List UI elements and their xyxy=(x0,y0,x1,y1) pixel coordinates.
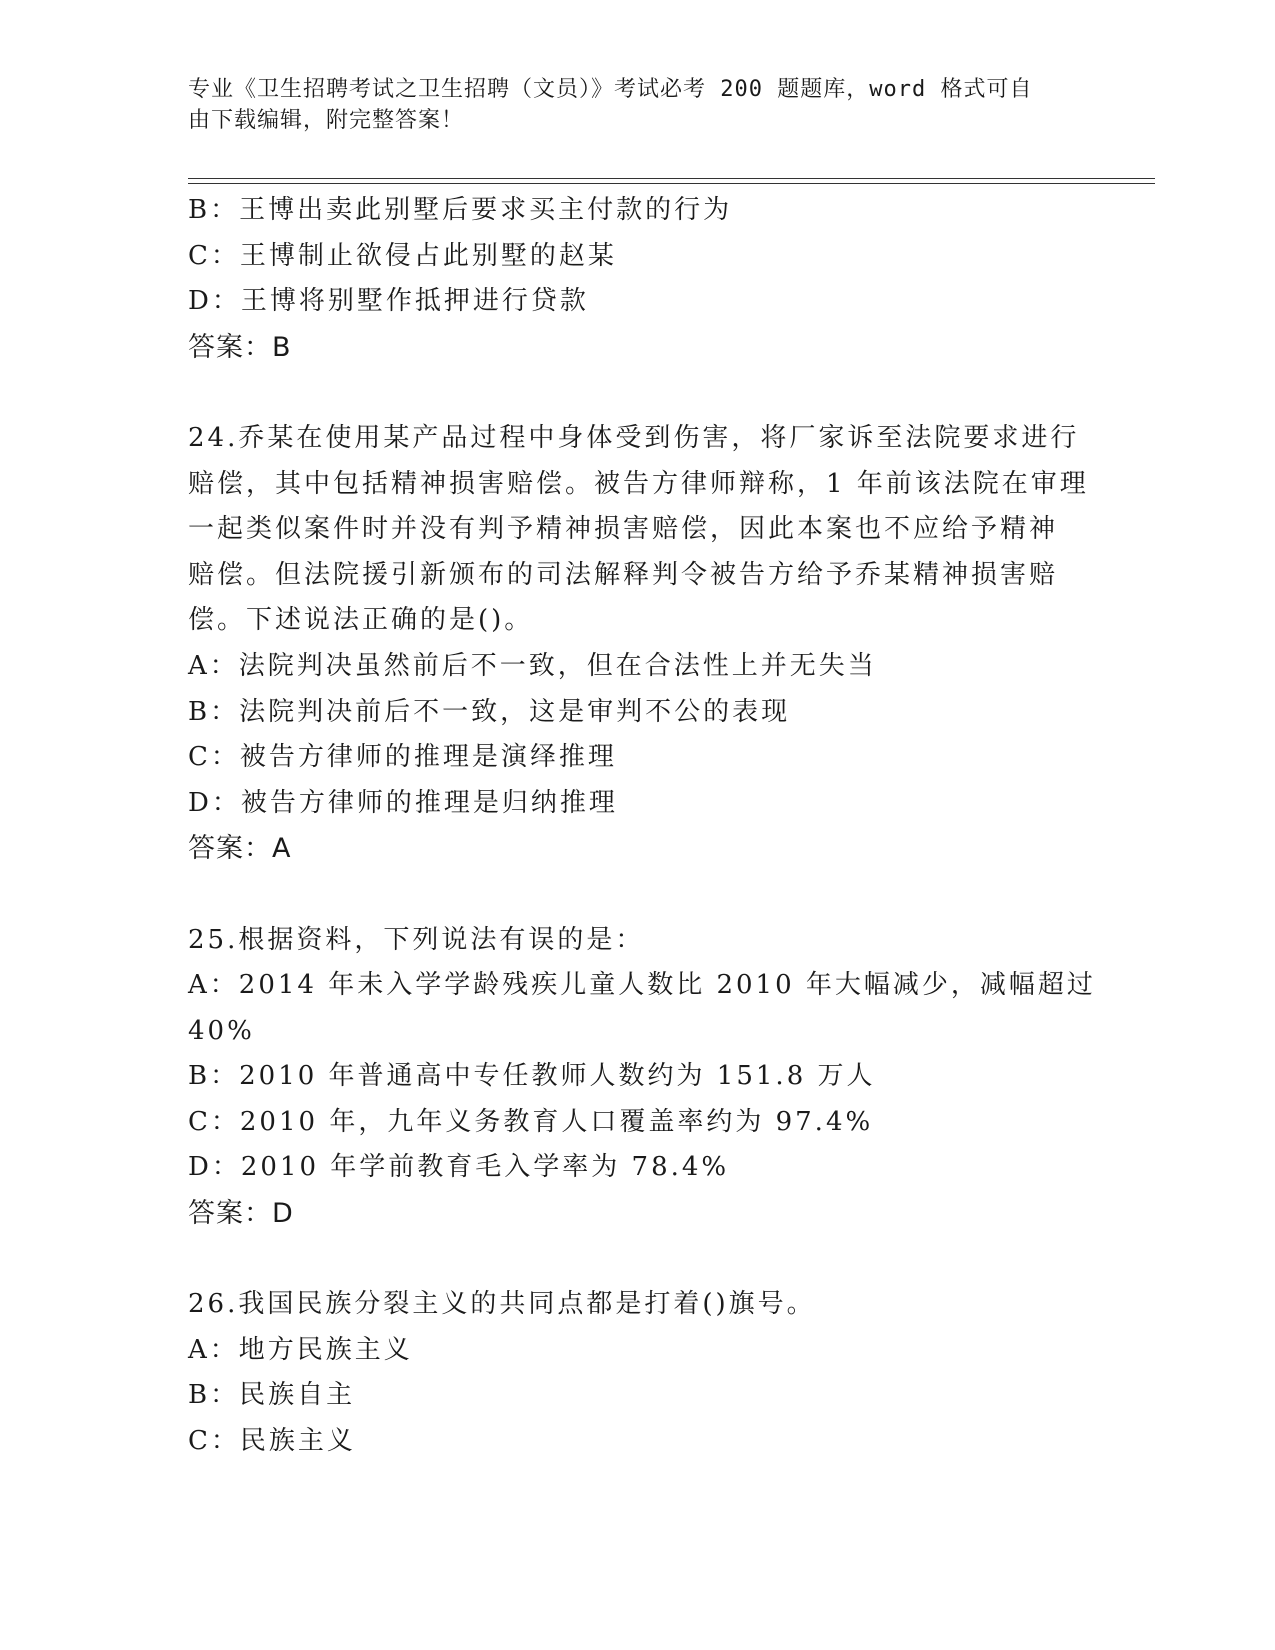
header-line-1: 专业《卫生招聘考试之卫生招聘（文员）》考试必考 200 题题库，word 格式可自 xyxy=(188,77,1033,102)
header-rule-bottom xyxy=(188,183,1155,184)
option-a: A：法院判决虽然前后不一致，但在合法性上并无失当 xyxy=(188,650,877,681)
option-c: C：2010 年，九年义务教育人口覆盖率约为 97.4% xyxy=(188,1106,874,1137)
option-b: B：法院判决前后不一致，这是审判不公的表现 xyxy=(188,696,791,727)
option-a-continued: 40% xyxy=(188,1015,255,1046)
option-a: A：地方民族主义 xyxy=(188,1334,413,1365)
option-c: C：被告方律师的推理是演绎推理 xyxy=(188,742,617,773)
question-stem-line: 24.乔某在使用某产品过程中身体受到伤害，将厂家诉至法院要求进行 xyxy=(188,422,1080,453)
option-d: D：王博将别墅作抵押进行贷款 xyxy=(188,286,589,317)
answer: 答案：D xyxy=(188,1198,294,1230)
question-stem-line: 偿。下述说法正确的是()。 xyxy=(188,605,534,636)
question-26 xyxy=(188,1282,1088,1464)
spacer xyxy=(188,370,1088,416)
document-header xyxy=(188,74,1088,136)
header-rule-top xyxy=(188,178,1155,179)
option-b: B：王博出卖此别墅后要求买主付款的行为 xyxy=(188,195,733,225)
question-content xyxy=(188,188,1096,1465)
option-d: D：2010 年学前教育毛入学率为 78.4% xyxy=(188,1152,730,1183)
option-c: C：民族主义 xyxy=(188,1426,356,1457)
option-b: B：民族自主 xyxy=(188,1380,356,1411)
option-c: C：王博制止欲侵占此别墅的赵某 xyxy=(188,240,617,271)
question-stem-line: 25.根据资料，下列说法有误的是： xyxy=(188,924,645,955)
question-24 xyxy=(188,416,1088,872)
question-stem-line: 赔偿。但法院援引新颁布的司法解释判令被告方给予乔某精神损害赔 xyxy=(188,559,1059,590)
option-d: D：被告方律师的推理是归纳推理 xyxy=(188,787,618,818)
question-stem-line: 26.我国民族分裂主义的共同点都是打着()旗号。 xyxy=(188,1289,816,1320)
answer: 答案：A xyxy=(188,833,292,865)
option-a: A：2014 年未入学学龄残疾儿童人数比 2010 年大幅减少，减幅超过 xyxy=(188,970,1096,1001)
spacer xyxy=(188,872,1088,918)
question-stem-line: 赔偿，其中包括精神损害赔偿。被告方律师辩称，1 年前该法院在审理 xyxy=(188,468,1089,499)
question-stem-line: 一起类似案件时并没有判予精神损害赔偿，因此本案也不应给予精神 xyxy=(188,514,1059,545)
option-b: B：2010 年普通高中专任教师人数约为 151.8 万人 xyxy=(188,1061,876,1092)
answer: 答案：B xyxy=(188,331,292,363)
header-line-2: 由下载编辑，附完整答案！ xyxy=(188,108,465,133)
question-23 xyxy=(188,188,1088,370)
spacer xyxy=(188,1237,1088,1283)
question-25 xyxy=(188,918,1096,1237)
